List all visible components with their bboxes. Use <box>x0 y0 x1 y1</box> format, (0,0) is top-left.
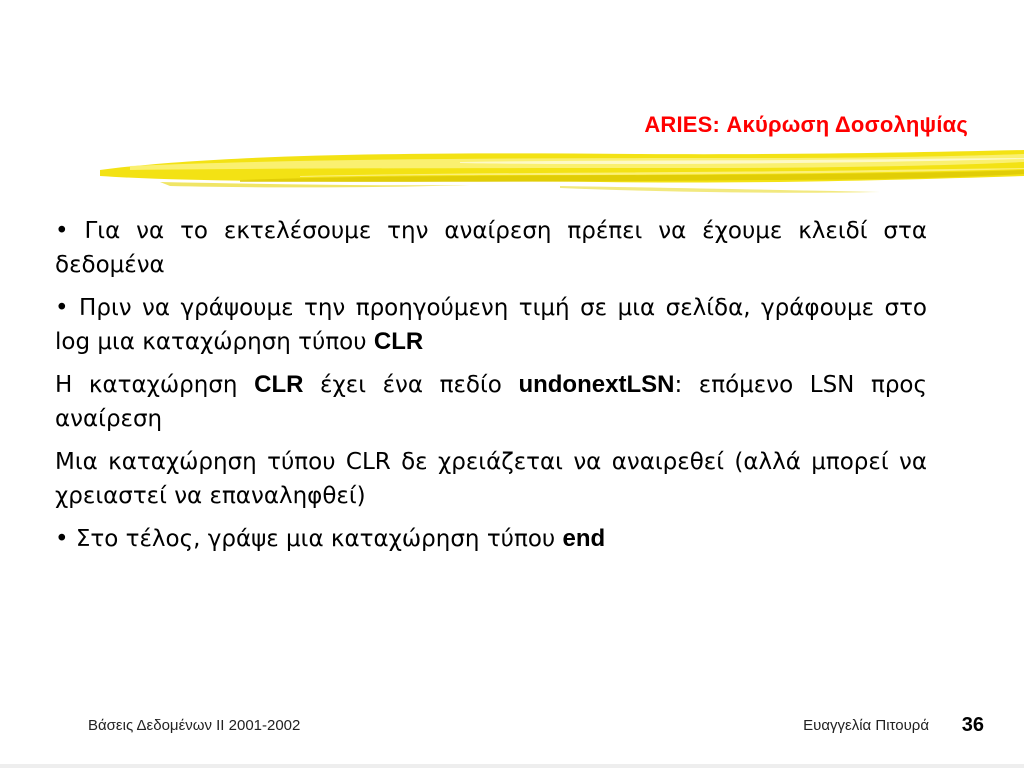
bullet-3-text: Στο τέλος, γράψε μια καταχώρηση τύπου <box>68 526 563 552</box>
paragraph-3-bold-undonextlsn: undonextLSN <box>518 371 675 398</box>
paragraph-3-bold-clr: CLR <box>254 371 304 398</box>
paragraph-clr-field <box>55 368 927 436</box>
slide-title: ARIES: Ακύρωση Δοσοληψίας <box>644 112 968 137</box>
bullet-2-bold-clr: CLR <box>373 328 424 355</box>
bullet-2: • <box>55 295 69 321</box>
paragraph-3-text-2: έχει ένα πεδίο <box>303 372 519 398</box>
bullet-paragraph-3 <box>55 522 927 556</box>
paragraph-clr-undo <box>55 445 927 513</box>
footer-course: Βάσεις Δεδομένων ΙΙ 2001-2002 <box>88 717 301 734</box>
bullet-1-text: Για να το εκτελέσουμε την αναίρεση πρέπει να έχουμε κλειδί στα δεδομένα <box>55 218 927 278</box>
paragraph-3-text-3: : επόμενο LSN προς αναίρεση <box>55 372 927 432</box>
paragraph-4-text: Μια καταχώρηση τύπου CLR δε χρειάζεται να αναιρεθεί (αλλά μπορεί να χρειαστεί να επαναληφθεί) <box>55 449 927 509</box>
bottom-divider <box>0 764 1024 768</box>
slide-content <box>55 214 927 565</box>
brush-stroke-decoration <box>0 140 1024 200</box>
page-number: 36 <box>961 714 984 736</box>
bullet-1: • <box>55 218 69 244</box>
bullet-paragraph-1 <box>55 214 927 282</box>
bullet-paragraph-2 <box>55 291 927 359</box>
bullet-3-bold-end: end <box>562 525 606 552</box>
bullet-2-text: Πριν να γράψουμε την προηγούμενη τιμή σε μια σελίδα, γράφουμε στο log μια καταχώρηση τύπου <box>55 295 927 355</box>
footer-author: Ευαγγελία Πιτουρά <box>803 717 929 734</box>
bullet-3: • <box>55 526 69 552</box>
paragraph-3-text-1: Η καταχώρηση <box>55 372 255 398</box>
